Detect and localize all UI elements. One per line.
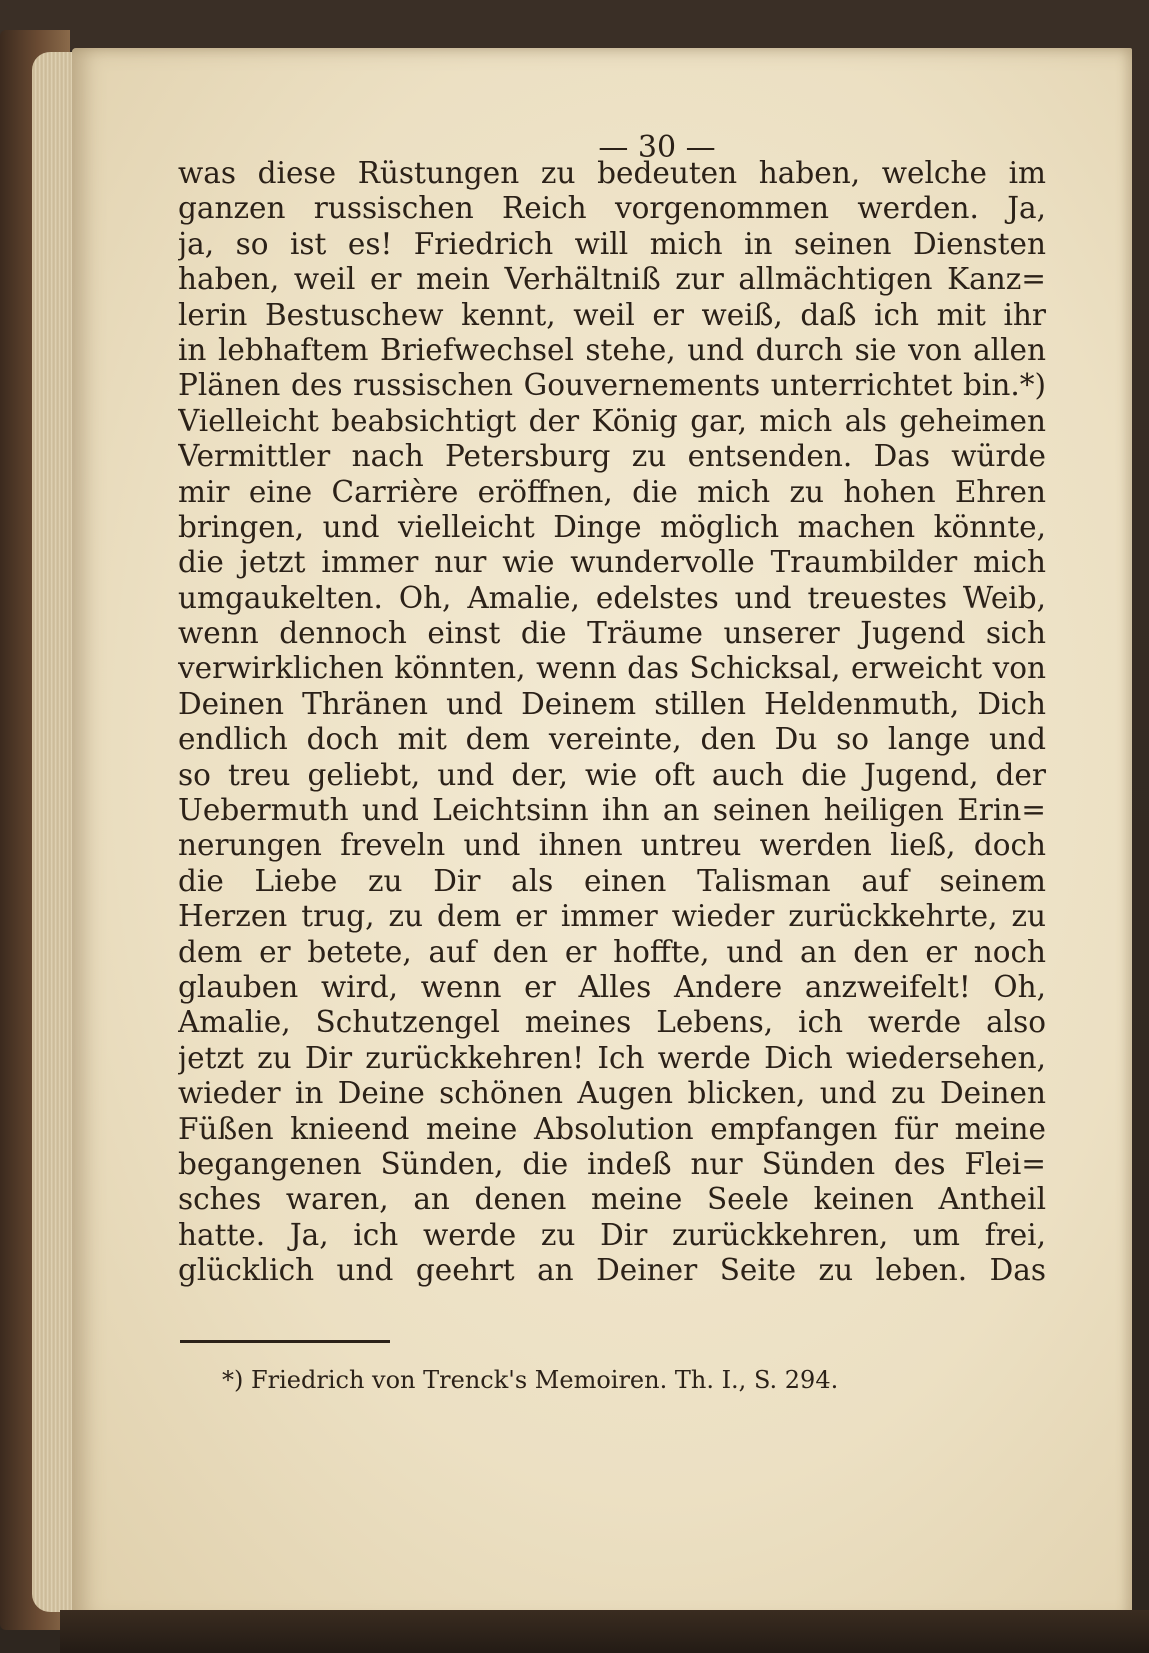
text-line: wieder in Deine schönen Augen blicken, und zu Deinen [178,1076,1046,1111]
text-line: glauben wird, wenn er Alles Andere anzweifelt! Oh, [178,969,1046,1004]
text-line: haben, weil er mein Verhältniß zur allmächtigen Kanz= [178,262,1046,297]
page-number: — 30 — [598,130,716,165]
text-line: Amalie, Schutzengel meines Lebens, ich werde also [178,1005,1046,1040]
text-line: Plänen des russischen Gouvernements unterrichtet bin.*) [178,368,1046,403]
text-line: mir eine Carrière eröffnen, die mich zu hohen Ehren [178,474,1046,509]
footnote: *) Friedrich von Trenck's Memoiren. Th. I., S. 294. [222,1366,839,1394]
text-line: Herzen trug, zu dem er immer wieder zurückkehrte, zu [178,899,1046,934]
footnote-rule [180,1340,390,1343]
text-line: verwirklichen könnten, wenn das Schicksal, erweicht von [178,651,1046,686]
text-line: Füßen knieend meine Absolution empfangen für meine [178,1111,1046,1146]
text-line: sches waren, an denen meine Seele keinen Antheil [178,1182,1046,1217]
text-line: begangenen Sünden, die indeß nur Sünden des Flei= [178,1146,1046,1181]
text-line: nerungen freveln und ihnen untreu werden ließ, doch [178,828,1046,863]
text-line: Uebermuth und Leichtsinn ihn an seinen heiligen Erin= [178,793,1046,828]
text-line: Vermittler nach Petersburg zu entsenden. Das würde [178,439,1046,474]
text-line: lerin Bestuschew kennt, weil er weiß, daß ich mit ihr [178,297,1046,332]
text-line: dem er betete, auf den er hoffte, und an den er noch [178,934,1046,969]
text-line: umgaukelten. Oh, Amalie, edelstes und treuestes Weib, [178,580,1046,615]
text-line: Deinen Thränen und Deinem stillen Heldenmuth, Dich [178,686,1046,721]
text-line: bringen, und vielleicht Dinge möglich machen könnte, [178,509,1046,544]
text-line: was diese Rüstungen zu bedeuten haben, welche im [178,156,1046,190]
text-line: jetzt zu Dir zurückkehren! Ich werde Dich wiedersehen, [178,1040,1046,1075]
text-line: glücklich und geehrt an Deiner Seite zu leben. Das [178,1253,1046,1288]
book-bottom-edge [60,1610,1149,1653]
text-line: hatte. Ja, ich werde zu Dir zurückkehren, um frei, [178,1217,1046,1252]
text-line: ja, so ist es! Friedrich will mich in seinen Diensten [178,226,1046,261]
text-line: wenn dennoch einst die Träume unserer Jugend sich [178,616,1046,651]
text-line: ganzen russischen Reich vorgenommen werden. Ja, [178,191,1046,226]
text-line: so treu geliebt, und der, wie oft auch die Jugend, der [178,757,1046,792]
text-line: in lebhaftem Briefwechsel stehe, und durch sie von allen [178,332,1046,367]
text-line: Vielleicht beabsichtigt der König gar, mich als geheimen [178,403,1046,438]
text-line: die Liebe zu Dir als einen Talisman auf seinem [178,863,1046,898]
text-line: endlich doch mit dem vereinte, den Du so lange und [178,722,1046,757]
text-line: die jetzt immer nur wie wundervolle Traumbilder mich [178,545,1046,580]
body-text [178,156,1046,1289]
